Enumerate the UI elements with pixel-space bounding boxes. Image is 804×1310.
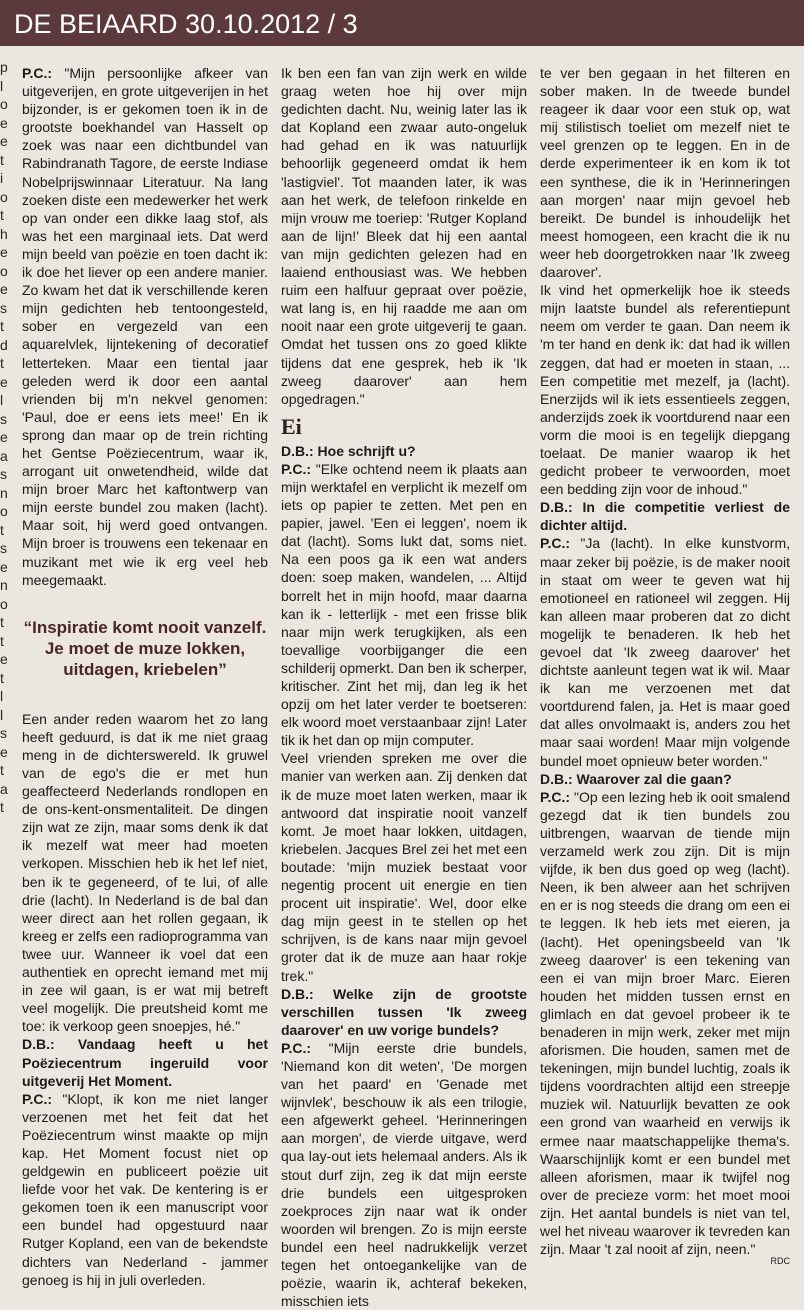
strip-letter: e bbox=[0, 114, 8, 131]
strip-letter: s bbox=[0, 540, 7, 556]
strip-letter: e bbox=[0, 133, 8, 149]
article-column-1 bbox=[22, 64, 268, 1289]
paragraph: Een ander reden waarom het zo lang heeft geduurd, is dat ik me niet graag meng in de dichterswereld. Ik gruwel van de ego's die er met hun geaffecteerd Nederlands rondlopen en de ons-kent-onsmentaliteit. De dingen zijn wat ze zijn, maar soms denk ik dat ik mezelf wat meer had moeten verkopen. Misschien heb ik het lef niet, ben ik te gegeneerd, of te lui, of alle drie (lacht). In Nederland is de bal dan weer direct aan het rollen gegaan, ik kreeg er zelfs een radioprogramma van twee uur. Wanneer ik voel dat een authentiek en oprecht iemand met mij in zee wil gaan, is er wat mij betreft veel mogelijk. Die preutsheid komt me toe: ik verkoop geen snoepjes, hé." bbox=[22, 710, 268, 1035]
article-column-2 bbox=[281, 64, 527, 1310]
paragraph: te ver ben gegaan in het filteren en sober maken. In de tweede bundel reageer ik daar voor een stuk op, wat mij stilistisch toeliet om mezelf niet te veel grenzen op te leggen. En in de derde experimenteer ik en kom ik tot een synthese, die ik in 'Herinneringen aan morgen' naar mijn gevoel heb bereikt. De bundel is inhoudelijk het meest homogeen, een kracht die ik nu weer heb doorgetrokken naar 'Ik zweeg daarover'. bbox=[540, 65, 790, 281]
strip-letter: l bbox=[0, 392, 4, 408]
speaker-label: P.C.: bbox=[22, 65, 53, 81]
strip-letter: a bbox=[0, 780, 8, 797]
subheading: Ei bbox=[281, 413, 302, 439]
paragraph: Ik vind het opmerkelijk hoe ik steeds mijn laatste bundel als referentiepunt neem om verder te gaan. Dan neem ik 'm ter hand en denk ik: dat had ik willen zeggen, dat had er moeten in staan, ... Een competitie met mezelf, ja (lacht). Enerzijds wil ik iets essentieels zeggen, anderzijds zoek ik voortdurend naar een vorm die mooi is en tegelijk diepgang toelaat. De manier waarop ik het gedicht probeer te verwoorden, moet een bedding zijn voor de inhoud." bbox=[540, 282, 790, 498]
masthead-title: DE BEIAARD 30.10.2012 / 3 bbox=[14, 9, 358, 39]
paragraph-text: "Elke ochtend neem ik plaats aan mijn werktafel en verplicht ik mezelf om iets op papier te zetten. Met pen en papier, jawel. 'Een ei leggen', noem ik dat (lacht). Soms lukt dat, soms niet. Na een poos ga ik een wat anders doen: soep maken, wandelen, ... Altijd borrelt het in mijn hoofd, maar daarna kan ik - letterlijk - met een frisse blik naar mijn werk terugkijken, als een toevallige voorbijganger die een schilderij opmerkt. Dan ben ik scherper, kritischer. Zint het mij, dan leg ik het opzij om het later verder te boetseren: elk woord moet verstaanbaar zijn! Later tik ik het dan op mijn computer. bbox=[281, 460, 527, 749]
strip-letter: n bbox=[0, 484, 8, 501]
strip-letter: t bbox=[0, 614, 4, 630]
strip-letter: o bbox=[0, 188, 8, 205]
strip-letter: i bbox=[0, 170, 4, 186]
author-signature: RDC bbox=[770, 1256, 790, 1267]
strip-letter: t bbox=[0, 521, 4, 538]
strip-letter: e bbox=[0, 558, 8, 575]
pull-quote: “Inspiratie komt nooit vanzelf. Je moet de muze lokken, uitdagen, kriebelen” bbox=[23, 617, 267, 679]
paragraph-text: "Op een lezing heb ik ooit smalend gezegd dat ik tien bundels zou uitbrengen, waarvan de tiende mijn verzameld werk zou zijn. Dit is mijn vijfde, ik ben dus goed op weg (lacht). Neen, ik ben alweer aan het schrijven en er is nog steeds die drang om een ei te leggen. Ik heb iets met eieren, ja (lacht). Het openingsbeeld van 'Ik zweeg daarover' is een tekening van een ei van mijn broer Marc. Eieren houden het midden tussen ernst en glimlach en dat gevoel probeer ik te benaderen in mijn werk, zeker met mijn aforismen. Die houden, samen met de tekeningen, mijn bundel luchtig, zoals ik tijdens voordrachten altijd een streepje muziek wil. Natuurlijk bevatten ze ook een grond van waarheid en verwijs ik ermee naar maatschappelijke thema's. Waarschijnlijk komt er een bundel met alleen aforismen, maar ik twijfel nog over de precieze vorm: het moet mooi zijn. Het aantal bundels is niet van tel, wel het niveau waarover ik tevreden kan zijn. Maar 't zal nooit af zijn, neen." bbox=[540, 788, 790, 1258]
speaker-label: P.C.: bbox=[540, 788, 571, 805]
strip-letter: a bbox=[0, 447, 8, 464]
strip-letter: t bbox=[0, 355, 4, 371]
paragraph bbox=[22, 1090, 268, 1289]
strip-letter: s bbox=[0, 725, 7, 741]
strip-letter: s bbox=[0, 466, 7, 482]
strip-letter: s bbox=[0, 410, 7, 427]
interview-question: D.B.: Waarover zal die gaan? bbox=[540, 770, 732, 787]
strip-letter: n bbox=[0, 577, 8, 593]
strip-letter: e bbox=[0, 244, 8, 260]
paragraph-text: "Klopt, ik kon me niet langer verzoenen met het feit dat het Poëziecentrum winst maakte op mijn kap. Het Moment focust niet op geldgewin en publiceert poëzie uit liefde voor het vak. De kentering is er gekomen toen ik een manuscript voor een bundel had opgestuurd naar Rutger Kopland, een van de bekendste dichters van Nederland - jammer genoeg is hij in juli overleden. bbox=[22, 1090, 268, 1288]
paragraph bbox=[281, 1039, 527, 1310]
strip-letter: e bbox=[0, 429, 8, 445]
strip-letter: t bbox=[0, 318, 4, 334]
paragraph: Veel vrienden spreken me over die manier van werken aan. Zij denken dat ik de muze moet laten werken, maar ik antwoord dat inspiratie nooit vanzelf komt. Je moet haar lokken, uitdagen, kriebelen. Jacques Brel zei het met een boutade: 'mijn muziek bestaat voor negentig procent uit energie en tien procent uit inspiratie'. Wel, door elke dag mijn geest in te stellen op het schrijven, is de kans naar mijn gevoel groter dat ik de muze aan haar rokje trek." bbox=[281, 750, 527, 984]
paragraph bbox=[281, 460, 527, 750]
article-column-3 bbox=[540, 64, 790, 1270]
strip-letter: o bbox=[0, 503, 8, 519]
paragraph bbox=[22, 64, 268, 589]
strip-letter: t bbox=[0, 762, 4, 778]
strip-letter: o bbox=[0, 96, 8, 112]
strip-letter: l bbox=[0, 706, 4, 723]
strip-letter: d bbox=[0, 336, 8, 353]
masthead bbox=[0, 0, 804, 46]
strip-letter: h bbox=[0, 225, 8, 242]
speaker-label: P.C.: bbox=[540, 535, 571, 552]
strip-letter: l bbox=[0, 77, 4, 94]
paragraph bbox=[540, 788, 790, 1258]
strip-letter: o bbox=[0, 595, 8, 612]
interview-question: D.B.: In die competitie verliest de dichter altijd. bbox=[540, 499, 790, 534]
paragraph: Ik ben een fan van zijn werk en wilde graag weten hoe hij over mijn gedichten dacht. Nu, weinig later las ik dat Kopland een zwaar auto-ongeluk had gehad en ik was natuurlijk behoorlijk gegeneerd omdat ik hem 'lastigviel'. Tot maanden later, ik was aan het werk, de telefoon rinkelde en mijn vrouw me toeriep: 'Rutger Kopland aan de lijn!' Bleek dat hij een aantal van mijn gedichten gelezen had en laaiend enthousiast was. We hebben ruim een halfuur gepraat over poëzie, wat lang is, en hij raadde me aan om nooit naar een grote uitgeverij te gaan. Omdat het tussen ons zo goed klikte tijdens dat ene gesprek, heb ik 'Ik zweeg daarover' aan hem opgedragen." bbox=[281, 65, 527, 407]
strip-letter: o bbox=[0, 262, 8, 279]
strip-letter: t bbox=[0, 799, 4, 815]
strip-letter: e bbox=[0, 743, 8, 760]
speaker-label: P.C.: bbox=[22, 1090, 53, 1107]
interview-question: D.B.: Welke zijn de grootste verschillen tussen 'Ik zweeg daarover' en uw vorige bundels? bbox=[281, 985, 527, 1038]
speaker-label: P.C.: bbox=[281, 1039, 312, 1056]
strip-letter: t bbox=[0, 632, 4, 649]
interview-question: D.B.: Vandaag heeft u het Poëziecentrum ingeruild voor uitgeverij Het Moment. bbox=[22, 1036, 268, 1089]
paragraph-text: "Ja (lacht). In elke kunstvorm, maar zeker bij poëzie, is de maker nooit in staat om weer te geven wat hij emotioneel en rationeel wil zeggen. Hij kan alleen maar proberen dat zo dicht mogelijk te benaderen. Ik heb het gevoel dat 'Ik zweeg daarover' het dichtste aanleunt tegen wat ik wil. Maar ik kan me verzoenen met dat voortdurend falen, ja. Het is maar goed dat alles onvolmaakt is, anders zou het maar saai worden! Maar mijn volgende bundel moet opnieuw beter worden." bbox=[540, 535, 790, 769]
strip-letter: t bbox=[0, 151, 4, 168]
strip-letter: t bbox=[0, 207, 4, 223]
strip-letter: e bbox=[0, 373, 8, 390]
strip-letter: s bbox=[0, 299, 7, 316]
strip-letter: p bbox=[0, 59, 8, 75]
strip-letter: l bbox=[0, 688, 4, 704]
strip-letter: t bbox=[0, 669, 4, 686]
paragraph-text: "Mijn persoonlijke afkeer van uitgeverijen, en grote uitgeverijen in het bijzonder, is er gekomen toen ik in de grootste boekhandel van Hasselt op zoek was naar een dichtbundel van Rabindranath Tagore, de eerste Indiase Nobelprijswinnaar Literatuur. Na lang zoeken diste een medewerker het werk op van onder een dikke laag stof, als was het een marginaal iets. Dat werd mijn beeld van poëzie en toen dacht ik: ik doe het liever op een andere manier. Zo kwam het dat ik verschillende keren mijn gedichten heb tentoongesteld, sober en vergezeld van een aquarelvlek, lijntekening of decoratief letterteken. Maar een tiental jaar geleden werd ik door een aantal vrienden bij m'n nekvel genomen: 'Paul, doe er eens iets mee!' En ik sprong dan maar op de trein richting het Gentse Poëziecentrum, waar ik, arrogant uit onwetendheid, wilde dat mijn broer Marc het kaftontwerp van mijn eerste bundel zou maken (lacht). Maar soit, hij werd goed ontvangen. Mijn broer is trouwens een tekenaar en muzikant met wie ik erg veel heb meegemaakt. bbox=[22, 65, 268, 588]
speaker-label: P.C.: bbox=[281, 460, 312, 477]
strip-letter: e bbox=[0, 281, 8, 297]
strip-letter: e bbox=[0, 651, 8, 667]
paragraph bbox=[540, 534, 790, 769]
left-cut-off-column bbox=[0, 58, 16, 1188]
paragraph-text: "Mijn eerste drie bundels, 'Niemand kon dit weten', 'De morgen van het paard' en 'Genade met wijnvlek', beschouw ik als een trilogie, een afgewerkt geheel. 'Herinneringen aan morgen', de vierde uitgave, werd qua lay-out iets helemaal anders. Als ik stout durf zijn, zeg ik dat mijn eerste drie bundels een uitgesproken zoekproces zijn naar wat ik onder woorden wil brengen. Zo is mijn eerste bundel een heel nadrukkelijk verzet tegen het ontoegankelijke van de poëzie, waarin ik, achteraf bekeken, misschien iets bbox=[281, 1039, 527, 1310]
interview-question: D.B.: Hoe schrijft u? bbox=[281, 442, 416, 459]
